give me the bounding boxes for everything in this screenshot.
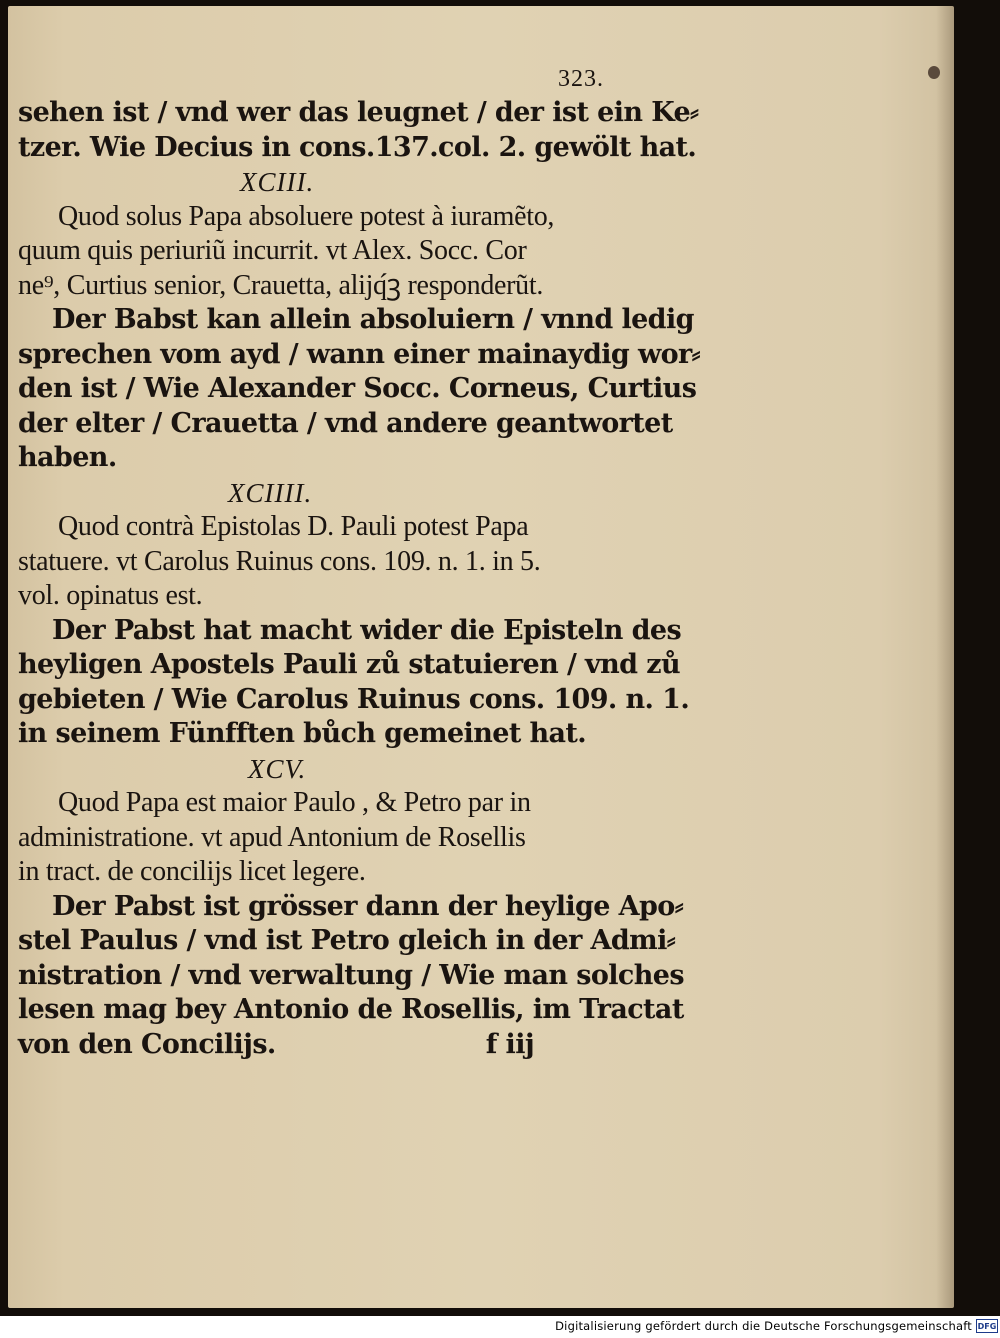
text-line: Quod contrà Epistolas D. Pauli potest Papa [58, 511, 529, 542]
text-line-last [18, 1028, 678, 1063]
footer-credit: Digitalisierung gefördert durch die Deutsche Forschungsgemeinschaft [555, 1319, 972, 1333]
text-line: sprechen vom ayd / wann einer mainaydig wor⸗ [18, 338, 701, 370]
page-hole-mark [928, 66, 940, 79]
text-line: haben. [18, 442, 117, 473]
text-line: in seinem Fünfften bůch gemeinet hat. [18, 718, 587, 749]
text-line: in tract. de concilijs licet legere. [18, 856, 366, 887]
page-text-block [18, 96, 701, 1062]
text-line: nistration / vnd verwaltung / Wie man solches [18, 959, 684, 991]
text-line: Der Pabst hat macht wider die Episteln des [52, 614, 682, 646]
text-line: sehen ist / vnd wer das leugnet / der ist ein Ke⸗ [18, 97, 699, 128]
text-line: quum quis periuriũ incurrit. vt Alex. Socc. Cor [18, 235, 527, 266]
text-line: Der Pabst ist grösser dann der heylige Apo⸗ [52, 890, 684, 922]
section-heading: XCIII. [240, 167, 315, 197]
text-line: tzer. Wie Decius in cons.137.col. 2. gewölt hat. [18, 131, 697, 163]
signature-mark: f iij [485, 1028, 535, 1060]
text-line: stel Paulus / vnd ist Petro gleich in der Admi⸗ [18, 925, 676, 956]
text-line: gebieten / Wie Carolus Ruinus cons. 109. n. 1. [18, 683, 690, 715]
page-spine-shadow [936, 6, 954, 1308]
last-line-text: von den Concilijs. [18, 1028, 276, 1060]
dfg-logo: DFG [976, 1319, 998, 1333]
text-line: ne⁹, Curtius senior, Crauetta, alijq́ꝫ responderũt. [18, 269, 544, 301]
section-heading: XCIIII. [228, 477, 313, 508]
text-line: vol. opinatus est. [18, 580, 203, 611]
text-line: lesen mag bey Antonio de Rosellis, im Tractat [18, 994, 684, 1025]
text-line: Quod Papa est maior Paulo , & Petro par in [58, 787, 531, 818]
text-line: administratione. vt apud Antonium de Rosellis [18, 821, 526, 853]
text-line: Quod solus Papa absoluere potest à iuramẽto, [58, 200, 555, 232]
footer-bar [0, 1316, 1000, 1338]
text-lines [18, 96, 701, 1028]
text-line: heyligen Apostels Pauli zů statuieren / vnd zů [18, 649, 680, 680]
text-line: der elter / Crauetta / vnd andere geantwortet [18, 407, 673, 439]
text-line: den ist / Wie Alexander Socc. Corneus, Curtius [18, 373, 697, 404]
page-number: 323. [558, 66, 604, 92]
text-line: statuere. vt Carolus Ruinus cons. 109. n. 1. in 5. [18, 545, 541, 577]
text-line: Der Babst kan allein absoluiern / vnnd ledig [52, 304, 694, 335]
section-heading: XCV. [248, 753, 307, 784]
